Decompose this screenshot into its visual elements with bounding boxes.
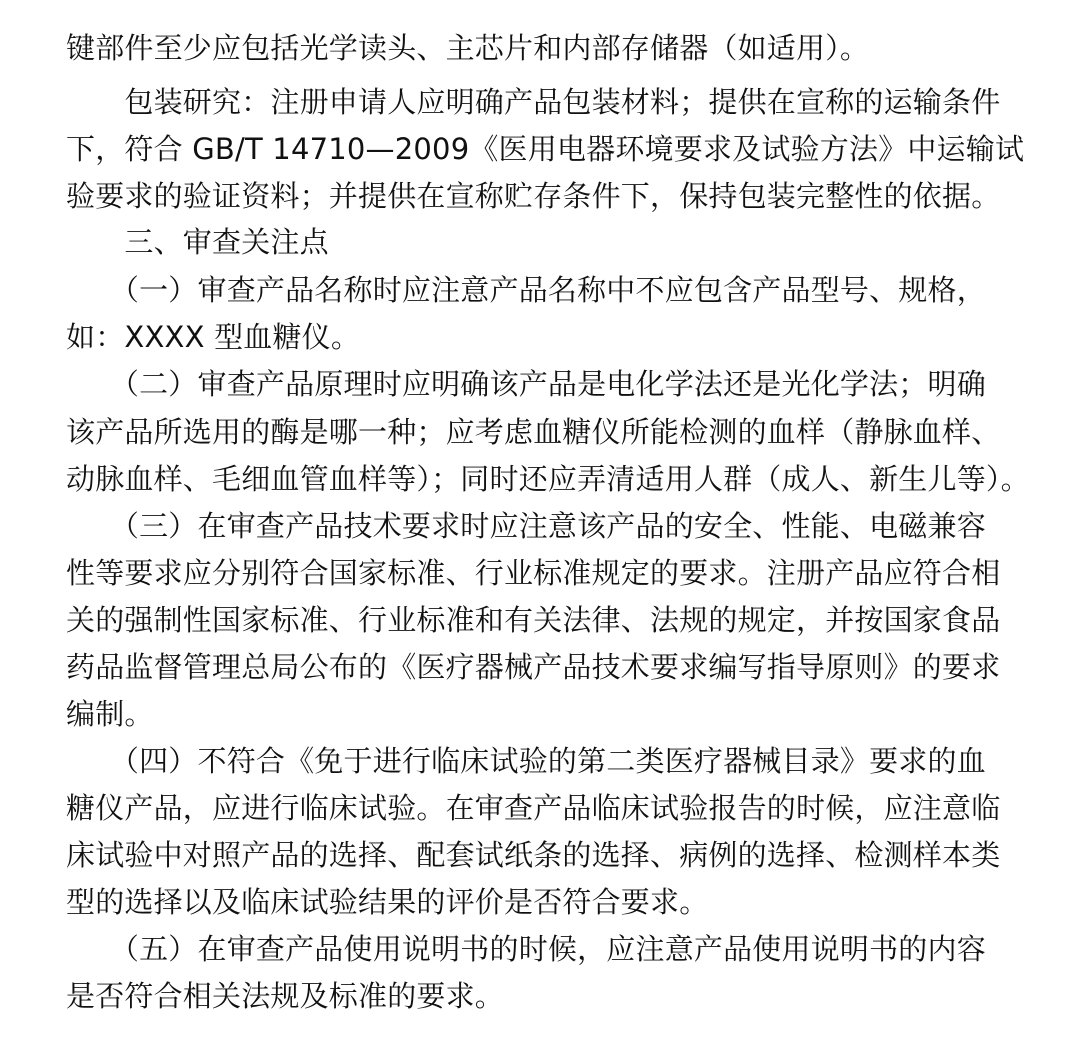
text-line: 键部件至少应包括光学读头、主芯片和内部存储器（如适用）。 (66, 31, 870, 65)
text-line: （三）在审查产品技术要求时应注意该产品的安全、性能、电磁兼容 (66, 509, 986, 543)
text-line: 下，符合 GB/T 14710—2009《医用电器环境要求及试验方法》中运输试 (66, 132, 1025, 166)
text-line: 动脉血样、毛细血管血样等）；同时还应弄清适用人群（成人、新生儿等）。 (66, 462, 1030, 496)
text-line: （二）审查产品原理时应明确该产品是电化学法还是光化学法；明确 (66, 367, 986, 401)
text-line: 药品监督管理总局公布的《医疗器械产品技术要求编写指导原则》的要求 (66, 650, 1001, 684)
text-line: （四）不符合《免于进行临床试验的第二类医疗器械目录》要求的血 (66, 744, 986, 778)
text-line: （五）在审查产品使用说明书的时候，应注意产品使用说明书的内容 (66, 932, 986, 966)
text-line: 糖仪产品，应进行临床试验。在审查产品临床试验报告的时候，应注意临 (66, 791, 1001, 825)
text-line: 性等要求应分别符合国家标准、行业标准规定的要求。注册产品应符合相 (66, 556, 1001, 590)
text-line: 如：XXXX 型血糖仪。 (66, 320, 361, 354)
text-line: 型的选择以及临床试验结果的评价是否符合要求。 (66, 885, 709, 919)
text-line: 床试验中对照产品的选择、配套试纸条的选择、病例的选择、检测样本类 (66, 838, 1001, 872)
text-line: 包装研究：注册申请人应明确产品包装材料；提供在宣称的运输条件 (66, 85, 1001, 119)
section-heading: 三、审查关注点 (66, 225, 329, 259)
text-line: 是否符合相关法规及标准的要求。 (66, 979, 505, 1013)
text-line: 编制。 (66, 697, 154, 731)
text-line: 验要求的验证资料；并提供在宣称贮存条件下，保持包装完整性的依据。 (66, 179, 1001, 213)
text-line: 该产品所选用的酶是哪一种；应考虑血糖仪所能检测的血样（静脉血样、 (66, 415, 1001, 449)
text-line: 关的强制性国家标准、行业标准和有关法律、法规的规定，并按国家食品 (66, 603, 1001, 637)
text-line: （一）审查产品名称时应注意产品名称中不应包含产品型号、规格， (66, 273, 986, 307)
